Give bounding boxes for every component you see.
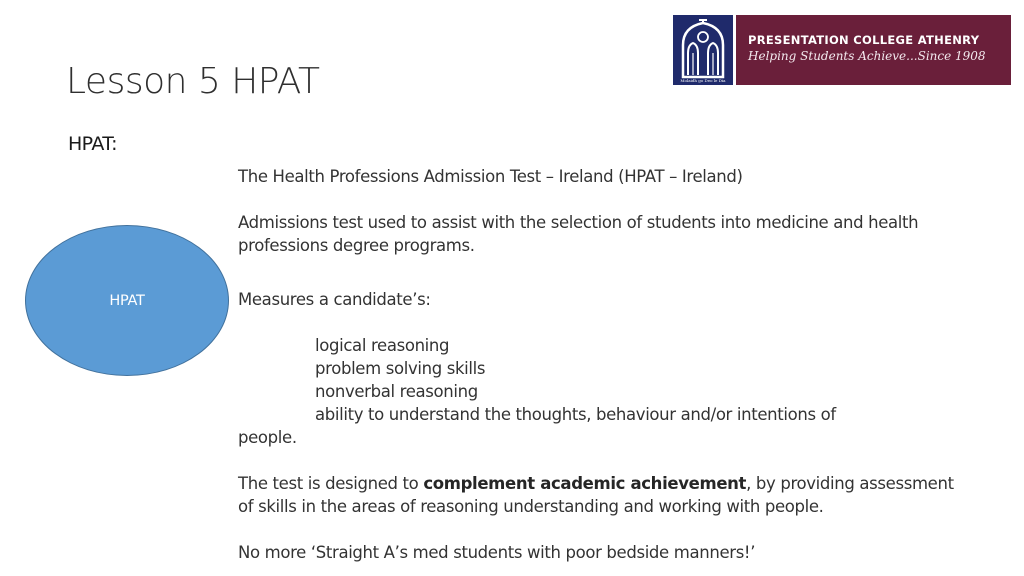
crest-motto: Molaidh go Deo le Dia: [680, 78, 726, 83]
measure-item: logical reasoning: [315, 336, 450, 355]
purpose-paragraph: Admissions test used to assist with the selection of students into medicine and health professions degree programs.: [238, 213, 919, 255]
design-paragraph: [238, 472, 958, 518]
design-text-end: , by providing assessment of skills in the areas of reasoning understanding and working with people.: [238, 474, 954, 516]
school-crest-logo: [673, 15, 733, 85]
slide-title: Lesson 5 HPAT: [66, 61, 320, 102]
measure-wrap: people.: [238, 428, 297, 447]
crest-arch-icon: [673, 15, 733, 85]
school-name: PRESENTATION COLLEGE ATHENRY: [748, 33, 980, 47]
measure-item: nonverbal reasoning: [315, 382, 478, 401]
school-banner-logo: [736, 15, 1011, 85]
measure-item: ability to understand the thoughts, behaviour and/or intentions of: [315, 405, 836, 424]
slide-body: [238, 165, 958, 564]
school-tagline: Helping Students Achieve...Since 1908: [748, 49, 986, 63]
design-emphasis: complement academic achievement: [423, 474, 747, 493]
hpat-ellipse-shape: [25, 225, 229, 376]
closing-line: No more ‘Straight A’s med students with poor bedside manners!’: [238, 543, 756, 562]
ellipse-label: HPAT: [109, 292, 145, 309]
section-subheading: HPAT:: [68, 133, 117, 155]
measure-item: problem solving skills: [315, 359, 486, 378]
intro-line: The Health Professions Admission Test – Ireland (HPAT – Ireland): [238, 167, 743, 186]
measures-heading: Measures a candidate’s:: [238, 290, 431, 309]
design-text-start: The test is designed to: [238, 474, 424, 493]
